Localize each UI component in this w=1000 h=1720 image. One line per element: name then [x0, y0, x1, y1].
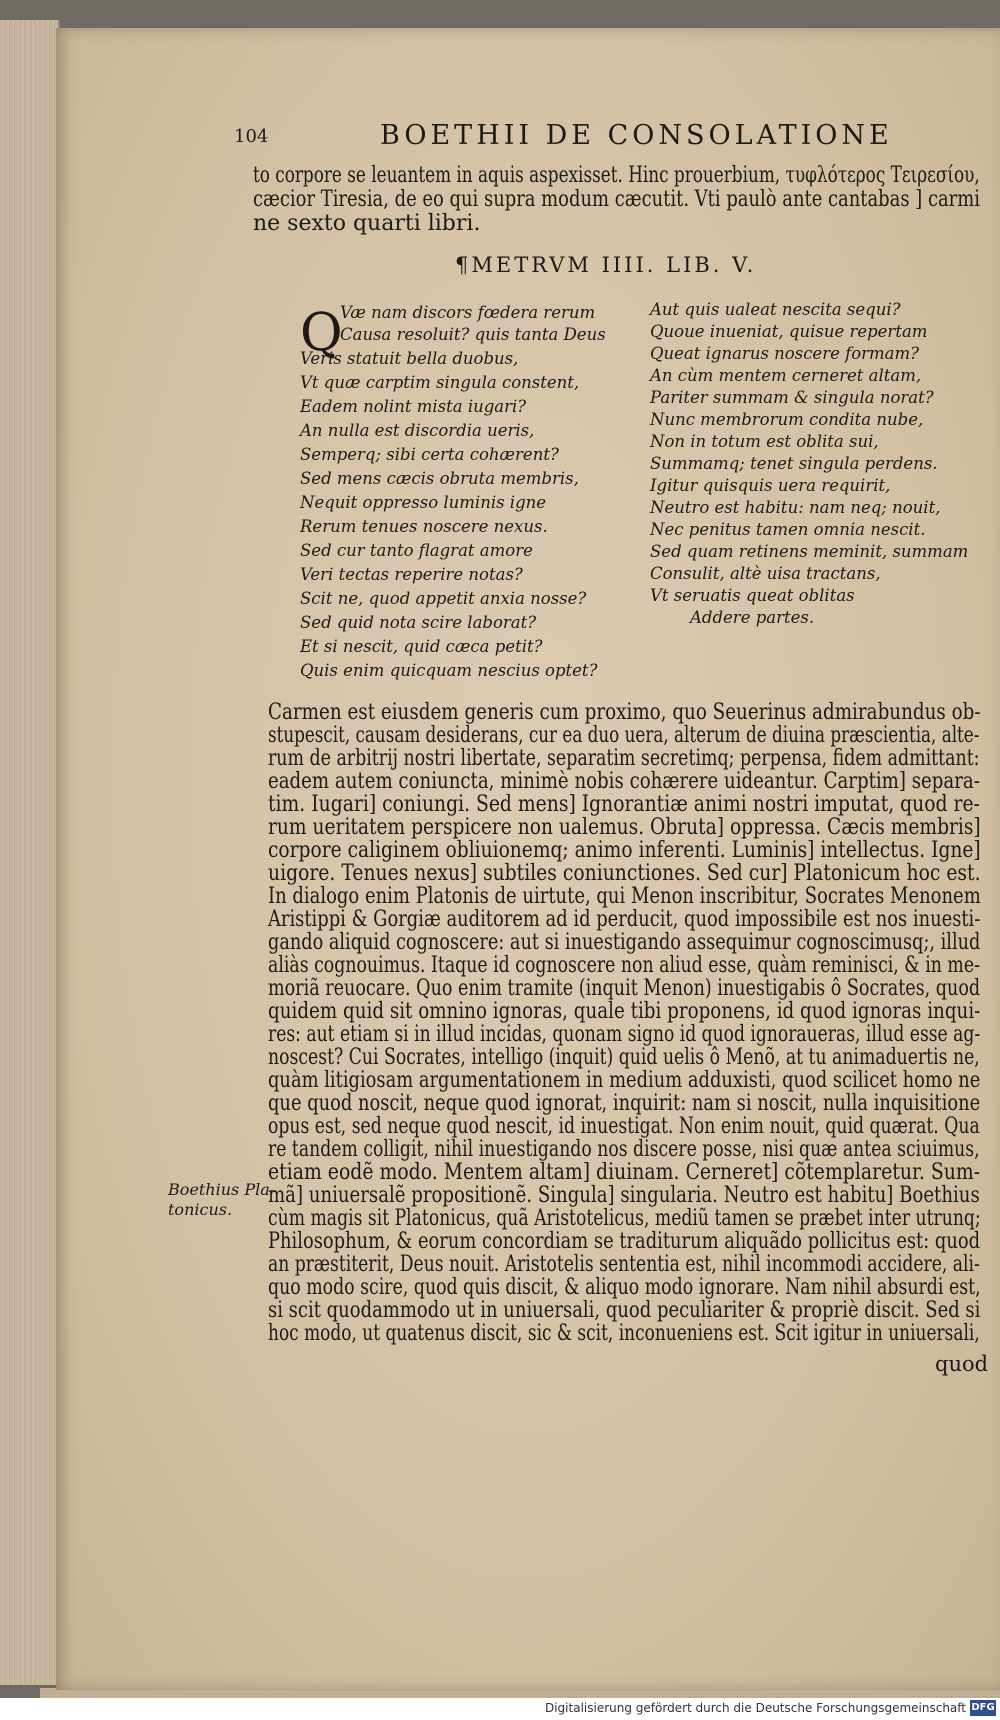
commentary-line: moriã reuocare. Quo enim tramite (inquit Menon) inuestigabis ô Socrates, quod: [268, 976, 981, 1001]
footer-credit: Digitalisierung gefördert durch die Deutsche Forschungsgemeinschaft: [544, 1701, 966, 1715]
commentary-line: re tandem colligit, nihil inuestigando nos discere posse, nisi quæ antea sciuimus,: [268, 1137, 980, 1162]
verse-line: Veri tectas reperire notas?: [300, 565, 523, 584]
verse-line: Causa resoluit? quis tanta Deus: [340, 325, 606, 344]
verse-column-right: [650, 300, 969, 640]
digitization-footer: [0, 1698, 1000, 1720]
commentary-line: mã] uniuersalẽ propositionẽ. Singula] singularia. Neutro est habitu] Boethius: [268, 1183, 980, 1208]
dfg-logo: DFG: [970, 1700, 996, 1716]
verse-line: Vt quæ carptim singula constent,: [300, 373, 580, 392]
drop-cap: Q: [300, 303, 343, 363]
catchword: quod: [935, 1352, 989, 1376]
verse-line: Rerum tenues noscere nexus.: [300, 517, 548, 536]
verse-line: Væ nam discors fœdera rerum: [340, 303, 596, 322]
verse-line: Igitur quisquis uera requirit,: [650, 476, 891, 495]
commentary-line: In dialogo enim Platonis de uirtute, qui Menon inscribitur, Socrates Menonem: [268, 884, 981, 909]
commentary-line: aliàs cognouimus. Itaque id cognoscere non aliud esse, quàm reminisci, & in me-: [268, 953, 980, 978]
verse-line: Sed mens cæcis obruta membris,: [300, 469, 579, 488]
commentary-line: Philosophum, & eorum concordiam se traditurum aliquãdo pollicitus est: quod: [268, 1229, 981, 1254]
verse-line: Nequit oppresso luminis igne: [300, 493, 547, 512]
verse-line: Consulit, altè uisa tractans,: [650, 564, 881, 583]
verse-line: Addere partes.: [690, 608, 815, 627]
verse-line: Sed cur tanto flagrat amore: [300, 541, 533, 560]
commentary-line: rum de arbitrij nostri libertate, separatim secretimq; perpensa, fidem admittant:: [268, 746, 980, 771]
verse-line: Nec penitus tamen omnia nescit.: [650, 520, 926, 539]
commentary-line: quo modo scire, quod quis discit, & aliquo modo ignorare. Nam nihil absurdi est,: [268, 1275, 981, 1300]
verse-line: Nunc membrorum condita nube,: [650, 410, 924, 429]
commentary-line: noscest? Cui Socrates, intelligo (inquit) quid uelis ô Menõ, at tu animaduertis ne,: [268, 1045, 980, 1070]
intro-line: cæcior Tiresia, de eo qui supra modum cæcutit. Vti paulò ante cantabas ] carmi: [253, 187, 980, 212]
commentary-line: etiam eodẽ modo. Mentem altam] diuinam. Cerneret] cõtemplaretur. Sum-: [268, 1160, 981, 1185]
verse-line: Veris statuit bella duobus,: [300, 349, 519, 368]
commentary-line: stupescit, causam desiderans, cur ea duo uera, alterum de diuina præscientia, alte-: [268, 723, 980, 748]
page-block-edge: [0, 20, 60, 1685]
verse-line: Sed quam retinens meminit, summam: [650, 542, 969, 561]
margin-note: Boethius Pla-: [168, 1180, 276, 1199]
verse-line: Quis enim quicquam nescius optet?: [300, 661, 598, 680]
commentary-line: si scit quodammodo ut in uniuersali, quod peculiariter & propriè discit. Sed si: [268, 1298, 981, 1323]
verse-line: An cùm mentem cerneret altam,: [650, 366, 922, 385]
commentary-line: cùm magis sit Platonicus, quã Aristotelicus, mediũ tamen se præbet inter utrunq;: [268, 1206, 981, 1231]
verse-line: Queat ignarus noscere formam?: [650, 344, 919, 363]
verse-line: Scit ne, quod appetit anxia nosse?: [300, 589, 587, 608]
verse-line: Aut quis ualeat nescita sequi?: [650, 300, 901, 319]
commentary-line: quidem quid sit omnino ignoras, quale tibi proponens, id quod ignoras inqui-: [268, 999, 981, 1024]
section-heading: ¶METRVM IIII. LIB. V.: [455, 253, 757, 277]
commentary-line: rum ueritatem perspicere non ualemus. Obruta] oppressa. Cæcis membris]: [268, 815, 981, 840]
intro-line: to corpore se leuantem in aquis aspexisset. Hinc prouerbium, τυφλότερος Τειρεσίου,: [253, 163, 980, 188]
commentary-line: uigore. Tenues nexus] subtiles coniunctiones. Sed cur] Platonicum hoc est.: [268, 861, 981, 886]
commentary-line: gando aliquid cognoscere: aut si inuestigando assequimur cognoscimusq;, illud: [268, 930, 981, 955]
commentary-line: an præstiterit, Deus nouit. Aristotelis sententia est, nihil incommodi accidere, ali-: [268, 1252, 980, 1277]
margin-note: tonicus.: [168, 1200, 233, 1219]
verse-column-left: [300, 303, 606, 683]
verse-line: Vt seruatis queat oblitas: [650, 586, 855, 605]
verse-line: Semperq; sibi certa cohærent?: [300, 445, 559, 464]
verse-line: Sed quid nota scire laborat?: [300, 613, 537, 632]
intro-line: ne sexto quarti libri.: [253, 211, 481, 236]
running-title: BOETHII DE CONSOLATIONE: [380, 120, 893, 151]
commentary-line: Aristippi & Gorgiæ auditorem ad id perducit, quod impossibile est nos inuesti-: [268, 907, 981, 932]
verse-line: Quoue inueniat, quisue repertam: [650, 322, 928, 341]
commentary-line: eadem autem coniuncta, minimè nobis cohærere uideantur. Carptim] separa-: [268, 769, 980, 794]
commentary-line: res: aut etiam si in illud incidas, quonam signo id quod ignoraueras, illud esse ag-: [268, 1022, 981, 1047]
commentary-line: quàm litigiosam argumentationem in medium adduxisti, quod scilicet homo ne: [268, 1068, 981, 1093]
verse-line: Pariter summam & singula norat?: [650, 388, 934, 407]
verse-line: Et si nescit, quid cæca petit?: [300, 637, 543, 656]
verse-line: An nulla est discordia ueris,: [300, 421, 535, 440]
verse-line: Summamq; tenet singula perdens.: [650, 454, 938, 473]
commentary-line: corpore caliginem obliuionemq; animo inferenti. Luminis] intellectus. Igne]: [268, 838, 981, 863]
commentary-line: tim. Iugari] coniungi. Sed mens] Ignorantiæ animi nostri imputat, quod re-: [268, 792, 980, 817]
commentary-line: Carmen est eiusdem generis cum proximo, quo Seuerinus admirabundus ob-: [268, 700, 981, 725]
commentary-line: opus est, sed neque quod nescit, id inuestigat. Non enim nouit, quid quærat. Qua: [268, 1114, 980, 1139]
commentary-line: que quod noscit, neque quod ignorat, inquirit: nam si noscit, nulla inquisitione: [268, 1091, 981, 1116]
verse-line: Non in totum est oblita sui,: [650, 432, 879, 451]
verse-line: Neutro est habitu: nam neq; nouit,: [650, 498, 941, 517]
verse-line: Eadem nolint mista iugari?: [300, 397, 527, 416]
commentary-line: hoc modo, ut quatenus discit, sic & scit, inconueniens est. Scit igitur in uniuersali,: [268, 1321, 980, 1346]
page-number: 104: [234, 126, 269, 147]
